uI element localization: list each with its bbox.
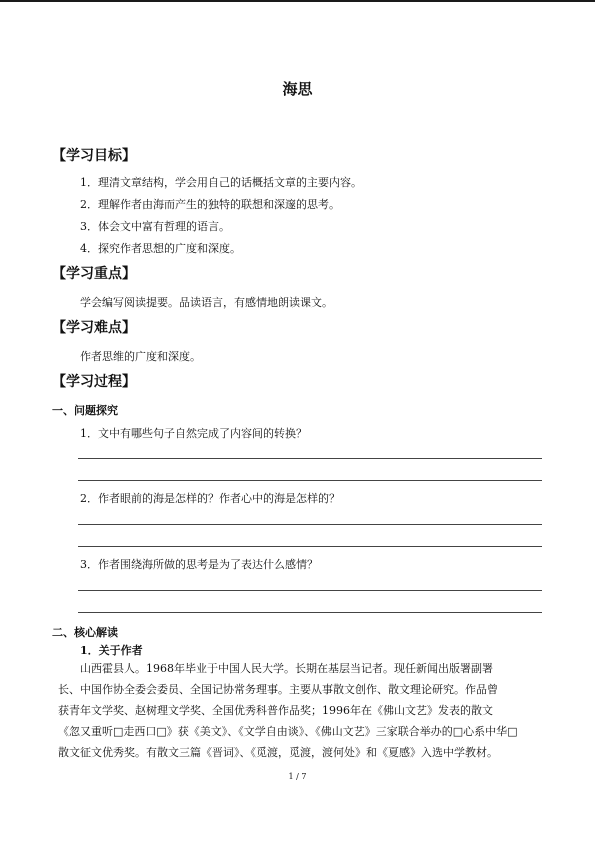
answer-line[interactable] <box>78 480 542 481</box>
part2-heading: 二、核心解读 <box>52 626 118 639</box>
top-border-line <box>0 0 595 2</box>
key-points-text: 学会编写阅读提要。品读语言，有感情地朗读课文。 <box>80 296 333 309</box>
bio-line: 散文征文优秀奖。有散文三篇《晋词》、《觅渡，觅渡，渡何处》和《夏感》入选中学教材。 <box>58 746 498 759</box>
bio-line: 获青年文学奖、赵树理文学奖、全国优秀科普作品奖；1996年在《佛山文艺》发表的散文 <box>58 704 493 717</box>
bio-line: 山西霍县人。1968年毕业于中国人民大学。长期在基层当记者。现任新闻出版署副署 <box>80 662 493 675</box>
bio-line: 《忽又重听□走西口□》获《美文》、《文学自由谈》、《佛山文艺》三家联合举办的□心系中华□ <box>58 725 518 738</box>
answer-line[interactable] <box>78 524 542 525</box>
answer-line[interactable] <box>78 546 542 547</box>
question-3: 3．作者围绕海所做的思考是为了表达什么感情？ <box>80 558 318 571</box>
author-bio <box>58 658 542 763</box>
question-1: 1．文中有哪些句子自然完成了内容间的转换？ <box>80 427 307 440</box>
about-author-heading: 1．关于作者 <box>80 644 143 657</box>
process-heading: 【学习过程】 <box>52 374 136 390</box>
part1-heading: 一、问题探究 <box>52 404 118 417</box>
answer-line[interactable] <box>78 590 542 591</box>
page-title: 海思 <box>282 80 313 98</box>
key-points-heading: 【学习重点】 <box>52 266 136 282</box>
difficulties-heading: 【学习难点】 <box>52 320 136 336</box>
difficulties-text: 作者思维的广度和深度。 <box>80 350 201 363</box>
answer-line[interactable] <box>78 612 542 613</box>
objective-item: 4．探究作者思想的广度和深度。 <box>80 242 241 255</box>
objectives-heading: 【学习目标】 <box>52 148 136 164</box>
objective-item: 1．理清文章结构，学会用自己的话概括文章的主要内容。 <box>80 176 362 189</box>
question-2: 2．作者眼前的海是怎样的？作者心中的海是怎样的？ <box>80 492 340 505</box>
bio-line: 长、中国作协全委会委员、全国记协常务理事。主要从事散文创作、散文理论研究。作品曾 <box>58 683 498 696</box>
answer-line[interactable] <box>78 458 542 459</box>
objective-item: 3．体会文中富有哲理的语言。 <box>80 220 230 233</box>
page-number: 1 / 7 <box>288 772 307 781</box>
objective-item: 2．理解作者由海而产生的独特的联想和深邃的思考。 <box>80 198 340 211</box>
